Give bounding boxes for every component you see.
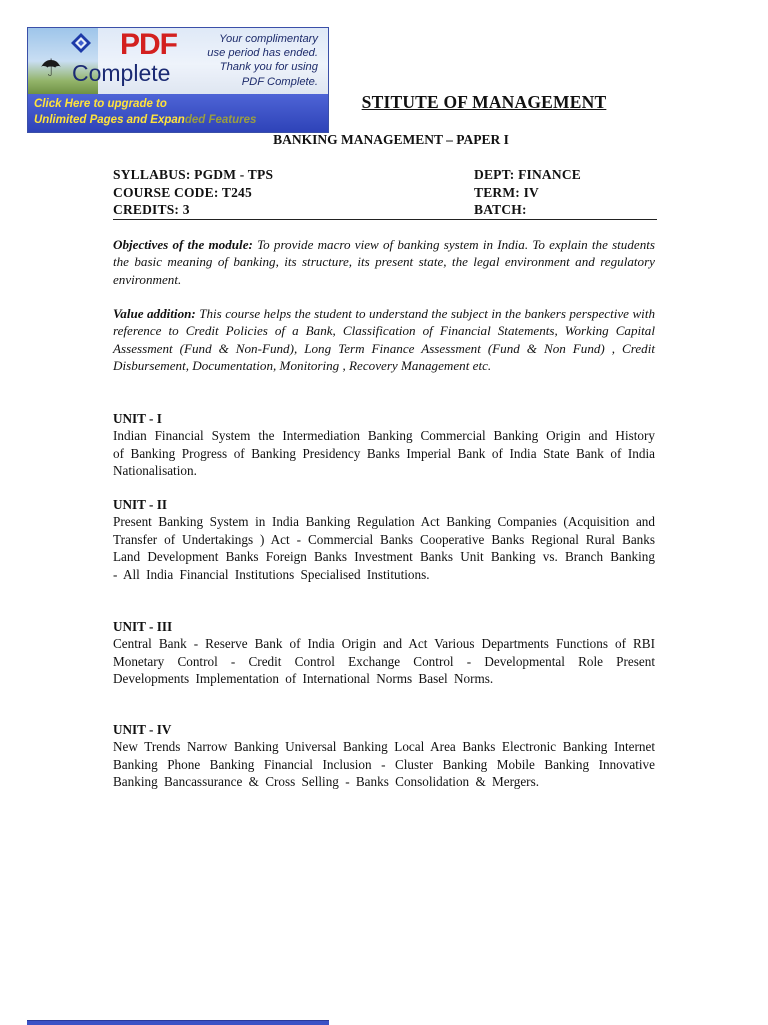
- term-label: TERM: IV: [474, 184, 539, 200]
- unit-heading: UNIT - I: [113, 411, 162, 426]
- pdf-complete-banner[interactable]: [27, 27, 329, 133]
- header-divider: [113, 219, 657, 220]
- value-addition-label: Value addition:: [113, 306, 196, 321]
- value-addition-text: This course helps the student to understand the subject in the bankers perspective with reference to Credit Policies of a Bank, Classification of Financial Statements, Working Capital Assessment (Fund & Non-Fund), Long Term Finance Assessment (Fund & Non Fund) , Credit Disbursement, Documentation, Monitoring , Recovery Management etc.: [113, 306, 656, 374]
- banner-header: [28, 28, 328, 94]
- meta-row-3: [113, 201, 657, 219]
- meta-row-2: [113, 184, 657, 202]
- unit-2: [113, 496, 655, 583]
- unit-text: Present Banking System in India Banking Regulation Act Banking Companies (Acquisition and Transfer of Undertakings ) Act - Commercial Banks Cooperative Banks Regional Rural Banks Land Development Banks Foreign Banks Investment Banks Unit Banking vs. Branch Banking - All India Financial Institutions Specialised Institutions.: [113, 514, 655, 582]
- logo-complete-text: Complete: [72, 60, 171, 86]
- objectives-paragraph: [113, 236, 655, 288]
- umbrella-man-icon: ☂: [40, 54, 62, 82]
- credits-label: CREDITS: 3: [113, 202, 190, 217]
- document-subtitle: BANKING MANAGEMENT – PAPER I: [273, 132, 509, 147]
- unit-1: [113, 410, 655, 480]
- unit-text: Indian Financial System the Intermediation Banking Commercial Banking Origin and History of Banking Progress of Banking Presidency Banks Imperial Bank of India State Bank of India Nationalisation.: [113, 428, 655, 479]
- meta-row-1: [113, 166, 657, 184]
- course-meta: [113, 166, 657, 219]
- upgrade-line-2a: Unlimited Pages and Expan: [34, 113, 185, 126]
- objectives-label: Objectives of the module:: [113, 237, 253, 252]
- syllabus-label: SYLLABUS: PGDM - TPS: [113, 167, 274, 182]
- pdf-logo-mark-icon: [70, 32, 92, 54]
- banner-message: [178, 32, 318, 89]
- upgrade-line-2b: ded Features: [184, 113, 257, 126]
- unit-4: [113, 721, 655, 791]
- banner-message-line: Your complimentary: [219, 33, 318, 45]
- upgrade-line-2: [34, 113, 256, 129]
- banner-message-line: Thank you for using: [219, 61, 318, 74]
- upgrade-text: [34, 97, 256, 128]
- unit-heading: UNIT - II: [113, 497, 167, 512]
- bottom-banner-strip[interactable]: [27, 1020, 329, 1025]
- value-addition-paragraph: [113, 305, 655, 375]
- unit-text: New Trends Narrow Banking Universal Banking Local Area Banks Electronic Banking Internet Banking Phone Banking Financial Inclusion - Cluster Banking Mobile Banking Innovative Banking Bancassurance & Cross Selling - Banks Consolidation & Mergers.: [113, 739, 655, 790]
- logo-pdf-text: PDF: [120, 28, 177, 61]
- banner-message-line: PDF Complete.: [241, 75, 318, 88]
- unit-heading: UNIT - IV: [113, 722, 172, 737]
- course-code-label: COURSE CODE: T245: [113, 184, 252, 200]
- document-title: STITUTE OF MANAGEMENT: [361, 92, 607, 112]
- batch-label: BATCH:: [474, 202, 527, 217]
- upgrade-link[interactable]: [28, 94, 328, 132]
- dept-label: DEPT: FINANCE: [474, 167, 581, 182]
- objectives-text: To provide macro view of banking system in India. To explain the students the basic meaning of banking, its structure, its present state, the legal environment and regulatory environment.: [113, 237, 655, 287]
- banner-message-line: use period has ended.: [207, 47, 318, 60]
- unit-heading: UNIT - III: [113, 619, 173, 634]
- upgrade-line-1: Click Here to upgrade to: [34, 98, 167, 110]
- unit-text: Central Bank - Reserve Bank of India Origin and Act Various Departments Functions of RBI Monetary Control - Credit Control Exchange Control - Developmental Role Present Developments Implementation of International Norms Basel Norms.: [113, 636, 655, 687]
- unit-3: [113, 618, 655, 688]
